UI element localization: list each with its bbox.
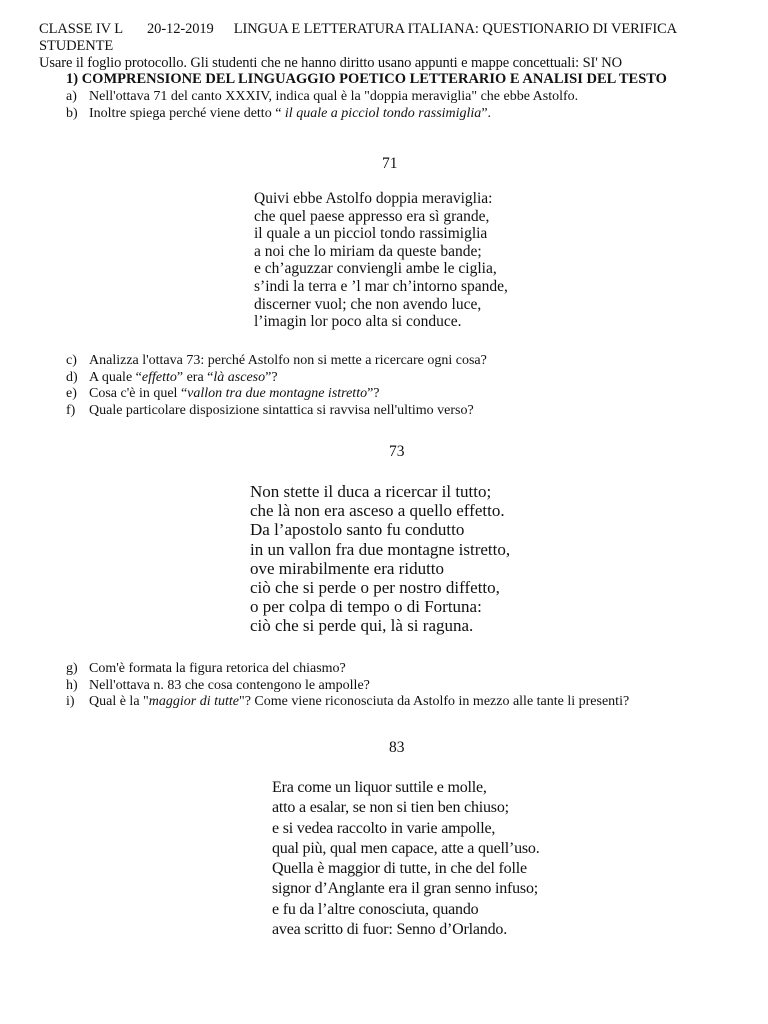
question-item <box>66 370 487 387</box>
question-list-3 <box>66 661 629 711</box>
question-letter: a) <box>66 89 77 104</box>
quoted-word: effetto <box>141 369 177 385</box>
question-text-part: ” era “ <box>176 369 214 385</box>
question-text <box>89 386 487 403</box>
verse-line: Quivi ebbe Astolfo doppia meraviglia: <box>254 190 493 207</box>
verse-line: ciò che si perde qui, là si raguna. <box>250 616 474 636</box>
header-line <box>39 21 677 38</box>
verse-line: Non stette il duca a ricercar il tutto; <box>250 482 492 501</box>
verse-line: discerner vuol; che non avendo luce, <box>254 295 482 313</box>
question-text: Nell'ottava 71 del canto XXXIV, indica qual è la "doppia meraviglia" che ebbe Astolfo. <box>89 89 579 104</box>
stanza-number: 73 <box>389 443 405 460</box>
question-letter: f) <box>66 402 76 418</box>
question-text-part: ”? <box>367 386 380 401</box>
verse-line: ciò che si perde o per nostro diffetto, <box>250 578 500 598</box>
stanza-71 <box>254 190 508 331</box>
question-letter: c) <box>66 353 77 368</box>
question-list-1 <box>66 89 578 122</box>
exam-date: 20-12-2019 <box>147 21 214 37</box>
question-letter: b) <box>66 105 78 121</box>
class-label: CLASSE IV L <box>39 21 124 37</box>
stanza-number: 71 <box>382 155 398 172</box>
verse-line: s’indi la terra e ’l mar ch’intorno spande, <box>254 277 508 295</box>
question-text: Com'è formata la figura retorica del chiasmo? <box>89 661 346 676</box>
verse-line: e fu da l’altre conosciuta, quando <box>272 900 479 918</box>
stanza-73 <box>250 482 510 636</box>
question-text-part: Cosa c'è in quel “ <box>89 386 188 401</box>
question-item <box>66 353 487 370</box>
quoted-verse: vallon tra due montagne istretto <box>187 386 368 401</box>
exam-subject: LINGUA E LETTERATURA ITALIANA: QUESTIONARIO DI VERIFICA <box>233 21 678 37</box>
question-letter: g) <box>66 661 78 676</box>
question-item <box>66 678 629 695</box>
quoted-verse: il quale a picciol tondo rassimiglia <box>284 105 482 121</box>
question-item <box>66 694 629 711</box>
verse-line: Quella è maggior di tutte, in che del folle <box>272 860 527 878</box>
question-letter: i) <box>66 694 75 709</box>
question-letter: d) <box>66 369 78 385</box>
verse-line: qual più, qual men capace, atte a quell’uso. <box>272 839 540 857</box>
verse-line: che là non era asceso a quello effetto. <box>250 501 505 521</box>
verse-line: Era come un liquor suttile e molle, <box>272 779 487 796</box>
verse-line: e ch’aguzzar conviengli ambe le ciglia, <box>254 260 497 278</box>
quoted-word: là asceso <box>213 369 266 385</box>
verse-line: avea scritto di fuor: Senno d’Orlando. <box>272 921 508 939</box>
question-item <box>66 661 629 678</box>
stanza-number: 83 <box>389 739 405 756</box>
section-title: 1) COMPRENSIONE DEL LINGUAGGIO POETICO LETTERARIO E ANALISI DEL TESTO <box>66 71 667 87</box>
verse-line: o per colpa di tempo o di Fortuna: <box>250 597 482 617</box>
question-letter: e) <box>66 386 77 401</box>
verse-line: e si vedea raccolto in varie ampolle, <box>272 819 496 837</box>
verse-line: signor d’Anglante era il gran senno infuso; <box>272 880 539 898</box>
question-text-part: "? Come viene riconosciuta da Astolfo in mezzo alle tante li presenti? <box>238 694 630 709</box>
instructions: Usare il foglio protocollo. Gli studenti che ne hanno diritto usano appunti e mappe concettuali: SI' NO <box>39 55 623 71</box>
question-text <box>89 370 487 387</box>
student-label: STUDENTE <box>39 38 114 54</box>
verse-line: in un vallon fra due montagne istretto, <box>250 539 511 559</box>
verse-line: atto a esalar, se non si tien ben chiuso; <box>272 799 509 817</box>
question-item <box>66 403 487 420</box>
stanza-83 <box>272 778 540 940</box>
question-item <box>66 386 487 403</box>
question-list-2 <box>66 353 487 419</box>
verse-line: ove mirabilmente era ridutto <box>250 558 445 578</box>
question-text-part: Inoltre spiega perché viene detto “ <box>89 105 285 121</box>
verse-line: a noi che lo miriam da queste bande; <box>254 242 482 260</box>
question-item <box>66 106 578 123</box>
question-text-part: A quale “ <box>89 369 142 385</box>
question-text: Analizza l'ottava 73: perché Astolfo non si mette a ricercare ogni cosa? <box>89 353 487 368</box>
quoted-word: maggior di tutte <box>148 694 239 709</box>
question-text-part: ”. <box>481 105 492 121</box>
question-letter: h) <box>66 677 78 693</box>
question-text-part: ”? <box>265 369 278 385</box>
question-item <box>66 89 578 106</box>
question-text: Nell'ottava n. 83 che cosa contengono le ampolle? <box>89 677 370 693</box>
question-text <box>89 694 629 711</box>
verse-line: che quel paese appresso era sì grande, <box>254 207 490 225</box>
question-text: Quale particolare disposizione sintattica si ravvisa nell'ultimo verso? <box>89 402 474 418</box>
verse-line: il quale a un picciol tondo rassimiglia <box>254 225 488 243</box>
verse-line: l’imagin lor poco alta si conduce. <box>254 313 462 331</box>
question-text-part: Qual è la " <box>89 694 149 709</box>
question-text <box>89 106 578 123</box>
verse-line: Da l’apostolo santo fu condutto <box>250 520 465 540</box>
